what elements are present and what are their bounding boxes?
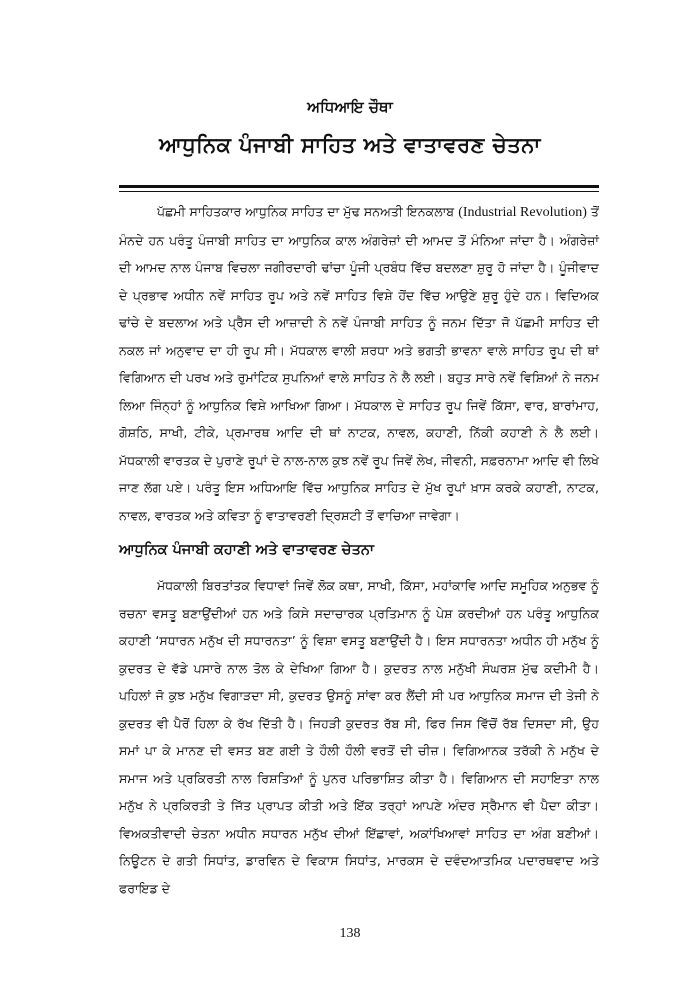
intro-paragraph <box>119 198 599 529</box>
page-number: 138 <box>339 926 361 941</box>
chapter-label: ਅਧਿਆਇ ਚੌਥਾ <box>307 98 393 116</box>
chapter-title: ਆਧੁਨਿਕ ਪੰਜਾਬੀ ਸਾਹਿਤ ਅਤੇ ਵਾਤਾਵਰਣ ਚੇਤਨਾ <box>159 133 541 157</box>
intro-rest-text: ਤੋਂ ਮੰਨਦੇ ਹਨ ਪਰੰਤੂ ਪੰਜਾਬੀ ਸਾਹਿਤ ਦਾ ਆਧੁਨਿਕ ਕਾਲ ਅੰਗਰੇਜ਼ਾਂ ਦੀ ਆਮਦ ਤੋਂ ਮੰਨਿਆ ਜਾਂਦਾ ਹੈ। ਅੰਗਰੇਜ਼ਾਂ ਦੀ ਆਮਦ ਨਾਲ ਪੰਜਾਬ ਵਿਚਲਾ ਜਗੀਰਦਾਰੀ ਢਾਂਚਾ ਪੂੰਜੀ ਪ੍ਰਬੰਧ ਵਿੱਚ ਬਦਲਣਾ ਸ਼ੁਰੂ ਹੋ ਜਾਂਦਾ ਹੈ। ਪੂੰਜੀਵਾਦ ਦੇ ਪ੍ਰਭਾਵ ਅਧੀਨ ਨਵੇਂ ਸਾਹਿਤ ਰੂਪ ਅਤੇ ਨਵੇਂ ਸਾਹਿਤ ਵਿਸ਼ੇ ਹੋਂਦ ਵਿੱਚ ਆਉਣੇ ਸ਼ੁਰੂ ਹੁੰਦੇ ਹਨ। ਵਿਦਿਅਕ ਢਾਂਚੇ ਦੇ ਬਦਲਾਅ ਅਤੇ ਪ੍ਰੈਸ ਦੀ ਆਜ਼ਾਦੀ ਨੇ ਨਵੇਂ ਪੰਜਾਬੀ ਸਾਹਿਤ ਨੂੰ ਜਨਮ ਦਿੱਤਾ ਜੋ ਪੱਛਮੀ ਸਾਹਿਤ ਦੀ ਨਕਲ ਜਾਂ ਅਨੁਵਾਦ ਦਾ ਹੀ ਰੂਪ ਸੀ। ਮੱਧਕਾਲ ਵਾਲੀ ਸ਼ਰਧਾ ਅਤੇ ਭਗਤੀ ਭਾਵਨਾ ਵਾਲੇ ਸਾਹਿਤ ਰੂਪ ਦੀ ਥਾਂ ਵਿਗਿਆਨ ਦੀ ਪਰਖ ਅਤੇ ਰੁਮਾਂਟਿਕ ਸੁਪਨਿਆਂ ਵਾਲੇ ਸਾਹਿਤ ਨੇ ਲੈ ਲਈ। ਬਹੁਤ ਸਾਰੇ ਨਵੇਂ ਵਿਸ਼ਿਆਂ ਨੇ ਜਨਮ ਲਿਆ ਜਿੰਨ੍ਹਾਂ ਨੂੰ ਆਧੁਨਿਕ ਵਿਸ਼ੇ ਆਖਿਆ ਗਿਆ। ਮੱਧਕਾਲ ਦੇ ਸਾਹਿਤ ਰੂਪ ਜਿਵੇਂ ਕਿੱਸਾ, ਵਾਰ, ਬਾਰਾਂਮਾਹ, ਗੋਸ਼ਠਿ, ਸਾਖੀ, ਟੀਕੇ, ਪ੍ਰਮਾਰਥ ਆਦਿ ਦੀ ਥਾਂ ਨਾਟਕ, ਨਾਵਲ, ਕਹਾਣੀ, ਨਿੱਕੀ ਕਹਾਣੀ ਨੇ ਲੈ ਲਈ। ਮੱਧਕਾਲੀ ਵਾਰਤਕ ਦੇ ਪੁਰਾਣੇ ਰੂਪਾਂ ਦੇ ਨਾਲ-ਨਾਲ ਕੁਝ ਨਵੇਂ ਰੂਪ ਜਿਵੇਂ ਲੇਖ, ਜੀਵਨੀ, ਸਫ਼ਰਨਾਮਾ ਆਦਿ ਵੀ ਲਿਖੇ ਜਾਣ ਲੱਗ ਪਏ। ਪਰੰਤੂ ਇਸ ਅਧਿਆਇ ਵਿੱਚ ਆਧੁਨਿਕ ਸਾਹਿਤ ਦੇ ਮੁੱਖ ਰੂਪਾਂ ਖ਼ਾਸ ਕਰਕੇ ਕਹਾਣੀ, ਨਾਟਕ, ਨਾਵਲ, ਵਾਰਤਕ ਅਤੇ ਕਵਿਤਾ ਨੂੰ ਵਾਤਾਵਰਣੀ ਦ੍ਰਿਸ਼ਟੀ ਤੋਂ ਵਾਚਿਆ ਜਾਵੇਗਾ। <box>119 204 599 523</box>
section-paragraph: ਮੱਧਕਾਲੀ ਬਿਰਤਾਂਤਕ ਵਿਧਾਵਾਂ ਜਿਵੇਂ ਲੋਕ ਕਥਾ, ਸਾਖੀ, ਕਿੱਸਾ, ਮਹਾਂਕਾਵਿ ਆਦਿ ਸਮੂਹਿਕ ਅਨੁਭਵ ਨੂੰ ਰਚਨਾ ਵਸਤੂ ਬਣਾਉਂਦੀਆਂ ਹਨ ਅਤੇ ਕਿਸੇ ਸਦਾਚਾਰਕ ਪ੍ਰਤਿਮਾਨ ਨੂੰ ਪੇਸ਼ ਕਰਦੀਆਂ ਹਨ ਪਰੰਤੂ ਆਧੁਨਿਕ ਕਹਾਣੀ ‘ਸਧਾਰਨ ਮਨੁੱਖ ਦੀ ਸਧਾਰਨਤਾ’ ਨੂੰ ਵਿਸ਼ਾ ਵਸਤੂ ਬਣਾਉਂਦੀ ਹੈ। ਇਸ ਸਧਾਰਨਤਾ ਅਧੀਨ ਹੀ ਮਨੁੱਖ ਨੂੰ ਕੁਦਰਤ ਦੇ ਵੱਡੇ ਪਸਾਰੇ ਨਾਲ ਤੋਲ ਕੇ ਦੇਖਿਆ ਗਿਆ ਹੈ। ਕੁਦਰਤ ਨਾਲ ਮਨੁੱਖੀ ਸੰਘਰਸ਼ ਮੁੱਢ ਕਦੀਮੀ ਹੈ। ਪਹਿਲਾਂ ਜੋ ਕੁਝ ਮਨੁੱਖ ਵਿਗਾੜਦਾ ਸੀ, ਕੁਦਰਤ ਉਸਨੂੰ ਸਾਂਵਾ ਕਰ ਲੈਂਦੀ ਸੀ ਪਰ ਆਧੁਨਿਕ ਸਮਾਜ ਦੀ ਤੇਜੀ ਨੇ ਕੁਦਰਤ ਵੀ ਪੈਰੋਂ ਹਿਲਾ ਕੇ ਰੱਖ ਦਿੱਤੀ ਹੈ। ਜਿਹੜੀ ਕੁਦਰਤ ਰੱਬ ਸੀ, ਫਿਰ ਜਿਸ ਵਿੱਚੋਂ ਰੱਬ ਦਿਸਦਾ ਸੀ, ਉਹ ਸਮਾਂ ਪਾ ਕੇ ਮਾਨਣ ਦੀ ਵਸਤ ਬਣ ਗਈ ਤੇ ਹੌਲੀ ਹੌਲੀ ਵਰਤੋਂ ਦੀ ਚੀਜ਼। ਵਿਗਿਆਨਕ ਤਰੱਕੀ ਨੇ ਮਨੁੱਖ ਦੇ ਸਮਾਜ ਅਤੇ ਪ੍ਰਕਿਰਤੀ ਨਾਲ ਰਿਸ਼ਤਿਆਂ ਨੂੰ ਪੁਨਰ ਪਰਿਭਾਸ਼ਿਤ ਕੀਤਾ ਹੈ। ਵਿਗਿਆਨ ਦੀ ਸਹਾਇਤਾ ਨਾਲ ਮਨੁੱਖ ਨੇ ਪ੍ਰਕਿਰਤੀ ਤੇ ਜਿੱਤ ਪ੍ਰਾਪਤ ਕੀਤੀ ਅਤੇ ਇੱਕ ਤਰ੍ਹਾਂ ਆਪਣੇ ਅੰਦਰ ਸ੍ਰੈਮਾਨ ਵੀ ਪੈਦਾ ਕੀਤਾ। ਵਿਅਕਤੀਵਾਦੀ ਚੇਤਨਾ ਅਧੀਨ ਸਧਾਰਨ ਮਨੁੱਖ ਦੀਆਂ ਇੱਛਾਵਾਂ, ਅਕਾਂਖਿਆਵਾਂ ਸਾਹਿਤ ਦਾ ਅੰਗ ਬਣੀਆਂ। ਨਿਊਟਨ ਦੇ ਗਤੀ ਸਿਧਾਂਤ, ਡਾਰਵਿਨ ਦੇ ਵਿਕਾਸ ਸਿਧਾਂਤ, ਮਾਰਕਸ ਦੇ ਦਵੰਦਆਤਮਿਕ ਪਦਾਰਥਵਾਦ ਅਤੇ ਫਰਾਇਡ ਦੇ <box>119 578 599 896</box>
title-rule-thick <box>119 185 599 188</box>
intro-lead-text: ਪੱਛਮੀ ਸਾਹਿਤਕਾਰ ਆਧੁਨਿਕ ਸਾਹਿਤ ਦਾ ਮੁੱਢ ਸਨਅਤੀ ਇਨਕਲਾਬ <box>157 204 459 219</box>
title-rule-thin <box>119 191 599 192</box>
section-heading: ਆਧੁਨਿਕ ਪੰਜਾਬੀ ਕਹਾਣੀ ਅਤੇ ਵਾਤਾਵਰਣ ਚੇਤਨਾ <box>119 542 375 558</box>
intro-english-term: (Industrial Revolution) <box>458 205 587 220</box>
